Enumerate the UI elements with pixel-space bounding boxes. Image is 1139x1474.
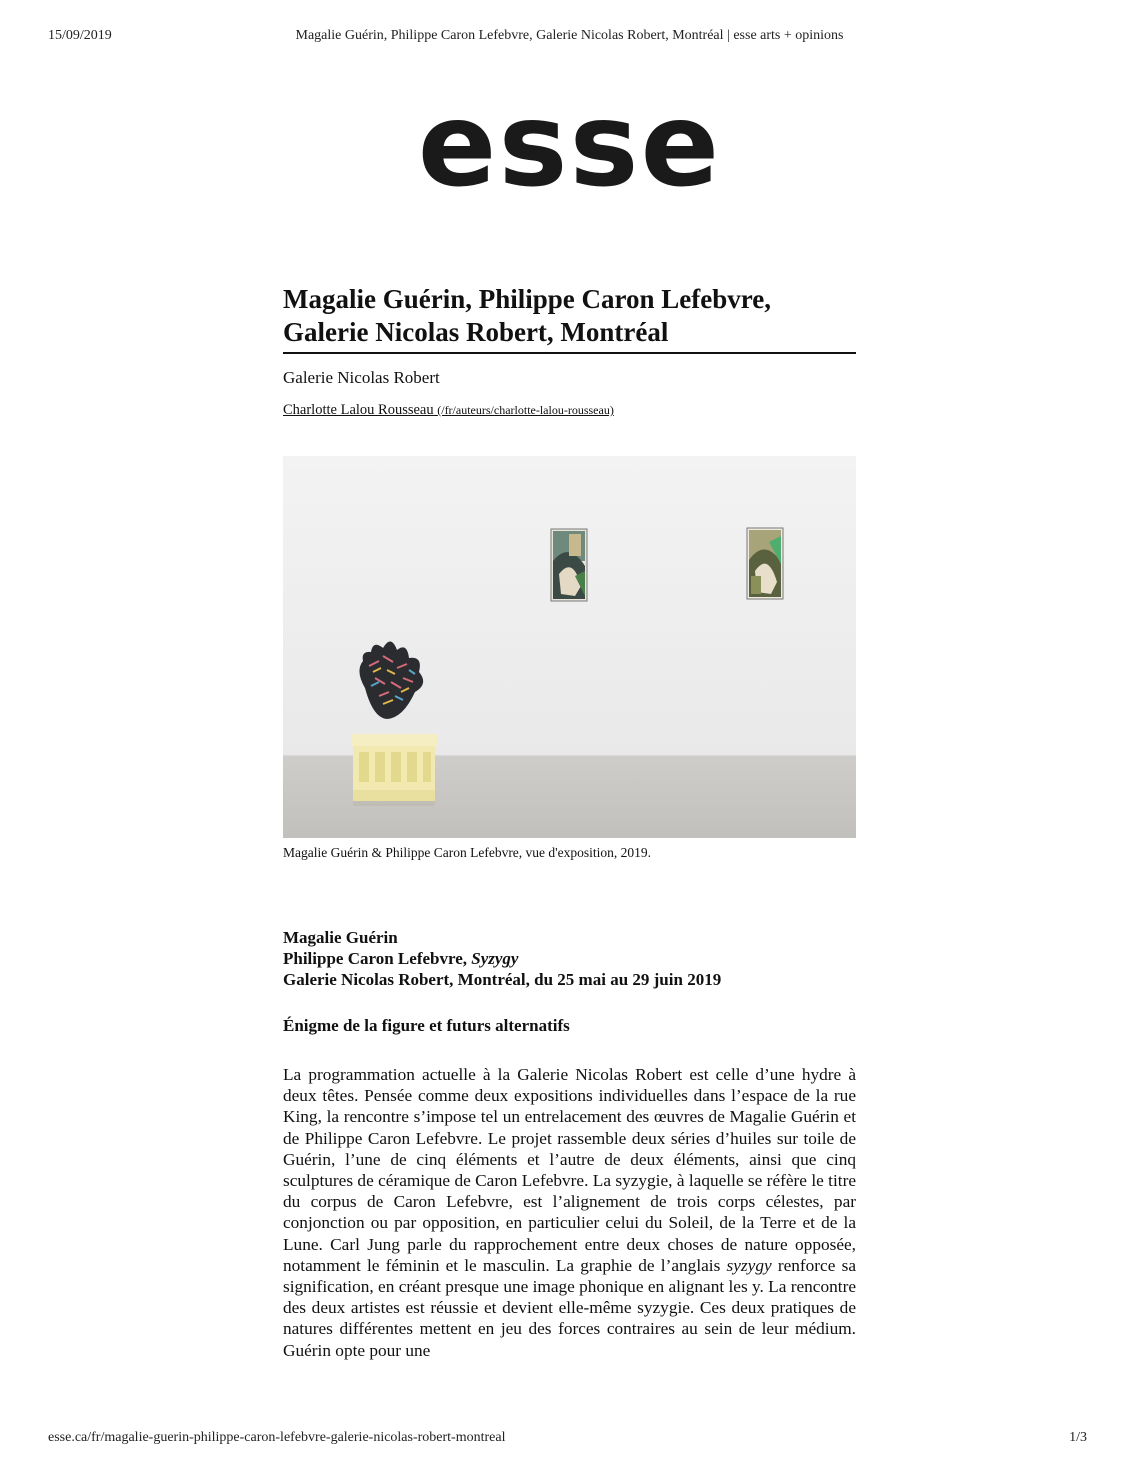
page-number: 1/3 bbox=[1069, 1430, 1087, 1445]
gallery-wall bbox=[283, 456, 856, 756]
info-exhibition-title: Syzygy bbox=[471, 949, 519, 968]
info-artist-1: Magalie Guérin bbox=[283, 928, 398, 947]
exhibition-photo bbox=[283, 456, 856, 838]
body-italic-term: syzygy bbox=[726, 1255, 772, 1275]
milk-crate bbox=[351, 734, 437, 806]
print-page-title: Magalie Guérin, Philippe Caron Lefebvre, Galerie Nicolas Robert, Montréal | esse arts + opinions bbox=[295, 28, 844, 43]
info-venue-dates: Galerie Nicolas Robert, Montréal, du 25 mai au 29 juin 2019 bbox=[283, 970, 722, 989]
esse-logo[interactable]: esse bbox=[417, 78, 722, 213]
article-subheading: Énigme de la figure et futurs alternatifs bbox=[283, 1016, 570, 1035]
print-url: esse.ca/fr/magalie-guerin-philippe-caron-lefebvre-galerie-nicolas-robert-montreal bbox=[48, 1430, 506, 1445]
exhibition-view-image bbox=[283, 456, 856, 838]
author-url: (/fr/auteurs/charlotte-lalou-rousseau) bbox=[437, 403, 614, 417]
author-byline bbox=[283, 402, 856, 419]
painting-left bbox=[551, 529, 587, 601]
image-caption: Magalie Guérin & Philippe Caron Lefebvre, vue d'exposition, 2019. bbox=[283, 845, 651, 860]
article-title: Magalie Guérin, Philippe Caron Lefebvre, Galerie Nicolas Robert, Montréal bbox=[283, 283, 856, 354]
article-venue: Galerie Nicolas Robert bbox=[283, 368, 440, 387]
author-name: Charlotte Lalou Rousseau bbox=[283, 402, 434, 418]
exhibition-info bbox=[283, 927, 856, 990]
painting-right bbox=[747, 528, 783, 599]
article-body: La programmation actuelle à la Galerie Nicolas Robert est celle d’une hydre à deux têtes. Pensée comme deux expositions individuelles dans l’espace de la rue King, la rencontre s’impose tel un entrelacement des œuvres de Magalie Guérin et de Philippe Caron Lefebvre. Le projet rassemble deux séries d’huiles sur toile de Guérin, l’une de cinq éléments et l’autre de deux éléments, ainsi que cinq sculptures de céramique de Caron Lefebvre. La syzygie, à laquelle se réfère le titre du corpus de Caron Lefebvre, est l’alignement de trois corps célestes, par conjonction ou par opposition, en particulier celui du Soleil, de la Terre et de la Lune. Carl Jung parle du rapprochement entre deux choses de nature opposée, notamment le féminin et le masculin. La graphie de l’anglais syzygy renforce sa signification, en créant presque une image phonique en alignant les y. La rencontre des deux artistes est réussie et devient elle-même syzygie. Ces deux pratiques de natures différentes mettent en jeu des forces contraires au sein de leur médium. Guérin opte pour une bbox=[283, 1065, 856, 1360]
info-artist-2: Philippe Caron Lefebvre, Syzygy bbox=[283, 949, 519, 968]
author-link[interactable] bbox=[283, 402, 614, 418]
print-date: 15/09/2019 bbox=[48, 28, 112, 43]
